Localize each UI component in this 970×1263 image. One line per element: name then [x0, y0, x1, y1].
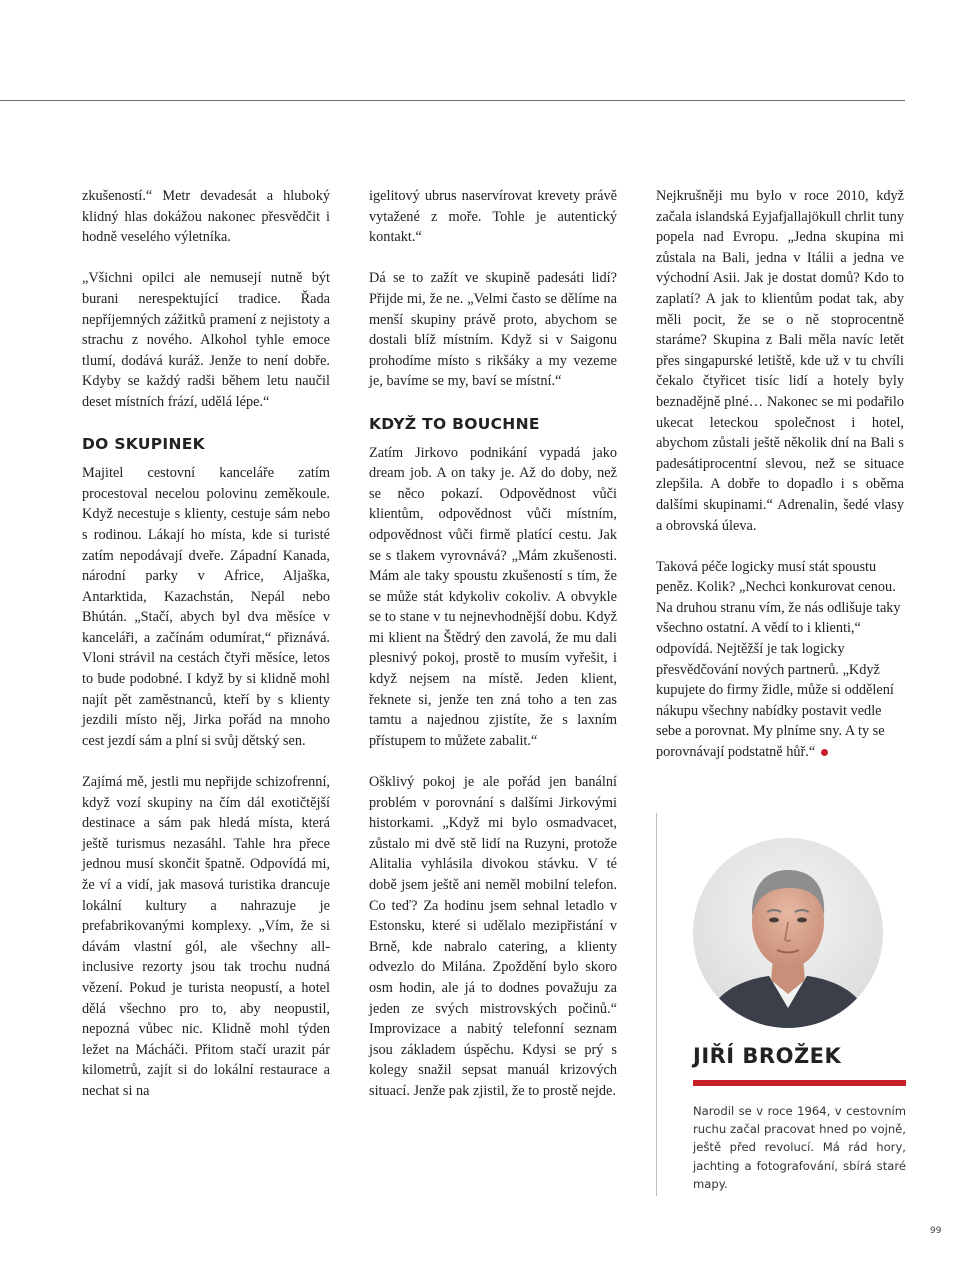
paragraph: zkušeností.“ Metr devadesát a hluboký klidný hlas dokážou nakonec přesvědčit i hodně veselého výletníka.: [82, 188, 330, 246]
section-heading: DO SKUPINEK: [82, 435, 205, 454]
paragraph: Majitel cestovní kanceláře zatím procestoval necelou polovinu zeměkoule. Když necestuje s klienty, cestuje sám nebo s rodinou. Lákají ho místa, kde si turisté zatím nepodávají dveře. Západní Kanada, národní parky v Africe, Aljaška, Antarktida, Kazachstán, Nepál nebo Bhútán. „Stačí, abych byl dva měsíce v kanceláři, a začínám odumírat,“ přiznává. Vloni strávil na cestách čtyři měsíce, letos to bude podobné. I když by si klidně mohl najít pět zaměstnanců, kteří by s klienty jezdili místo něj, Jirka pořád na mnoho cest jezdí sám a plní si svůj dětský sen.: [82, 465, 330, 749]
article-column-2: [369, 186, 617, 1122]
sidebar-divider: [656, 813, 657, 1196]
bio-name: JIŘÍ BROŽEK: [693, 1044, 842, 1068]
paragraph: Nejkrušněji mu bylo v roce 2010, když začala islandská Eyjafjallajökull chrlit tuny popela nad Evropu. „Jedna skupina mi zůstala na Bali, jedna v Itálii a jedna ve východní Asii. Jak je dostat domů? Kdo to zaplatí? A jak to klientům podat tak, aby měli pocit, že se o ně stoprocentně staráme? Skupina z Bali měla navíc letět přes singapurské letiště, kde už v tu chvíli čekalo čtyřicet tisíc lidí a hotely byly beznadějně plné… Nakonec se mi podařilo ukecat leteckou společnost i hotel, abychom zůstali ještě několik dní na Bali s padesátiprocentní slevou, než se situace zlepšila. A dobře to dopadlo i s oběma dalšími skupinami.“ Adrenalin, šedé vlasy a obrovská úleva.: [656, 188, 904, 534]
portrait-illustration: [693, 838, 883, 1028]
bio-accent-bar: [693, 1080, 906, 1086]
paragraph-final: [656, 557, 904, 763]
paragraph: Ošklivý pokoj je ale pořád jen banální problém v porovnání s dalšími Jirkovými historkami. „Když mi bylo osmadvacet, zůstalo mi dvě stě lidí na Ruzyni, protože Alitalia vyhlásila divokou stávku. V té době jsem ještě ani neměl mobilní telefon. Co teď? Za hodinu jsem sehnal letadlo v Estonsku, které si udělalo mezipřistání v Brně, kde nabralo catering, a klienty odvezlo do Milána. Zpoždění bylo skoro osm hodin, ale já to dodnes považuju za jeden ze svých mistrovských počinů.“ Improvizace a nabitý telefonní seznam jsou základem úspěchu. Kdysi se prý s kolegy snažil sepsat manuál krizových situací. Jenže pak zjistil, že to prostě nejde.: [369, 774, 617, 1099]
portrait-photo: [693, 838, 883, 1028]
top-rule: [0, 100, 905, 101]
page-number: 99: [930, 1226, 942, 1236]
article-column-1: [82, 186, 330, 1122]
paragraph-final-text: Taková péče logicky musí stát spoustu peněz. Kolik? „Nechci konkurovat cenou. Na druhou stranu vím, že nás odlišuje taky všechno ostatní. A vědí to i klienti,“ odpovídá. Nejtěžší je tak logicky přesvědčování nových partnerů. „Když kupujete do firmy židle, může si oddělení nákupu všechny nabídky postavit vedle sebe a porovnat. My plníme sny. A ty se porovnávají podstatně hůř.“: [656, 558, 901, 761]
paragraph: „Všichni opilci ale nemusejí nutně být burani nerespektující tradice. Řada nepříjemných zážitků pramení z nejistoty a strachu z nového. Alkohol tyhle emoce tlumí, dodává kuráž. Jenže to není dobře. Kdyby se každý radši během letu naučil deset místních frází, udělá lépe.“: [82, 270, 330, 410]
paragraph: Zajímá mě, jestli mu nepřijde schizofrenní, když vozí skupiny na čím dál exotičtější destinace a sám pak hledá místa, která ještě turismus nezasáhl. Tahle hra přece jednou musí skončit špatně. Odpovídá mi, že ví a vidí, jak masová turistika drancuje lokální kultury a nahrazuje je prefabrikovanými komplexy. „Vím, že si dávám vlastní gól, ale všechny all-inclusive rezorty jsou tak trochu nudná vězení. Pokud je turista neopustí, a hotel dělá všechno pro to, aby neopustil, nepozná vůbec nic. Klidně mohl týden ležet na Mácháči. Přitom stačí urazit pár kilometrů, zajít si do lokální restaurace a nechat si na: [82, 774, 330, 1099]
article-column-3: [656, 186, 904, 783]
bio-text: Narodil se v roce 1964, v cestovním ruchu začal pracovat hned po vojně, ještě před revolucí. Má rád hory, jachting a fotografování, sbírá staré mapy.: [693, 1104, 906, 1191]
section-heading: KDYŽ TO BOUCHNE: [369, 414, 540, 433]
end-mark-icon: [821, 749, 828, 756]
paragraph: Zatím Jirkovo podnikání vypadá jako dream job. A on taky je. Až do doby, než se něco pokazí. Odpovědnost vůči klientům, odpovědnost vůči místním, odpovědnost vůči firmě platící cestu. Jak se s tlakem vyrovnává? „Mám zkušenosti. Mám ale taky spoustu zkušeností s tím, že se může stát kdykoliv cokoliv. A obvykle se to stane v tu nejnevhodnější dobu. Když mi klient na Štědrý den zavolá, že mu dali plesnivý pokoj, prostě to musím vyřešit, i když nejsem na místě. Jeden klient, řeknete si, jenže ten zná toho a ten zas tamtu a najednou zjistíte, že s laxním přístupem to můžete zabalit.“: [369, 444, 617, 749]
paragraph: igelitový ubrus naservírovat krevety právě vytažené z moře. Tohle je autentický kontakt.“: [369, 188, 617, 246]
paragraph: Dá se to zažít ve skupině padesáti lidí? Přijde mi, že ne. „Velmi často se dělíme na menší skupiny právě proto, abychom se dostali blíž místním. Když si v Saigonu prohodíme místo s rikšáky a my vezeme je, bavíme se my, baví se místní.“: [369, 270, 617, 390]
